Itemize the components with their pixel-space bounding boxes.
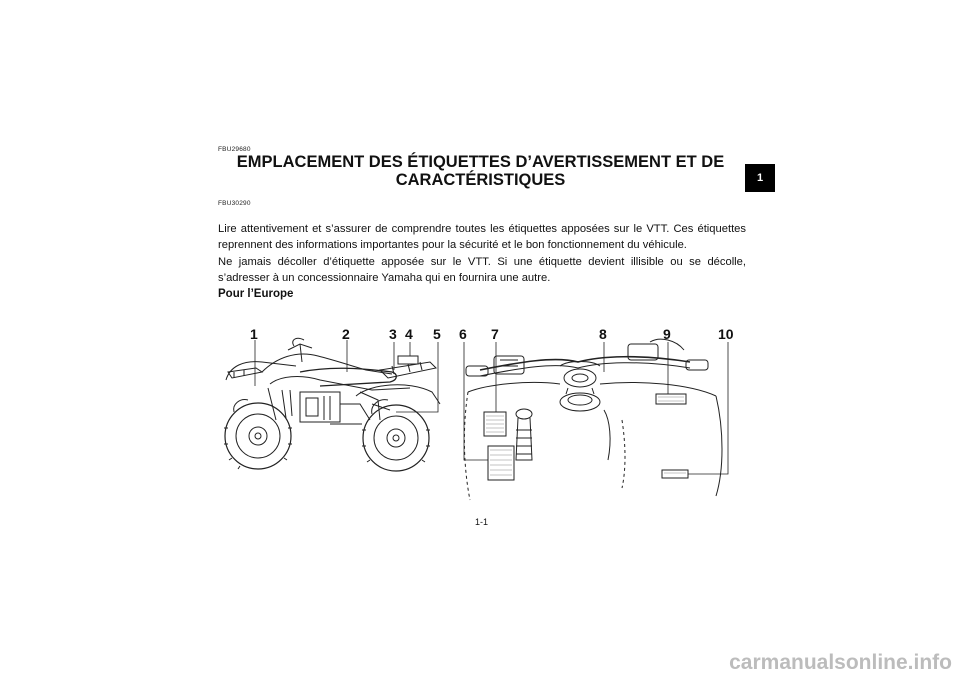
callout-5: 5 bbox=[433, 326, 441, 342]
title-doc-code: FBU29680 bbox=[218, 146, 251, 153]
region-heading: Pour l’Europe bbox=[218, 288, 294, 300]
label-9 bbox=[656, 394, 686, 404]
label-markers bbox=[484, 394, 688, 480]
atv-side-view bbox=[224, 338, 440, 471]
callout-9: 9 bbox=[663, 326, 671, 342]
callout-8: 8 bbox=[599, 326, 607, 342]
paragraph-read-labels: Lire attentivement et s’assurer de comprendre toutes les étiquettes apposées sur le VTT. Ces étiquettes reprennent des informations importantes pour la sécurité et le bon fonctionnement du véhicule. bbox=[218, 223, 746, 251]
callout-3: 3 bbox=[389, 326, 397, 342]
callout-1: 1 bbox=[250, 326, 258, 342]
callout-2: 2 bbox=[342, 326, 350, 342]
callout-4: 4 bbox=[405, 326, 413, 342]
page-number: 1-1 bbox=[475, 517, 489, 527]
body-doc-code: FBU30290 bbox=[218, 200, 251, 207]
title-line-1: EMPLACEMENT DES ÉTIQUETTES D’AVERTISSEMENT ET DE bbox=[236, 153, 725, 171]
label-10 bbox=[662, 470, 688, 478]
paragraph-do-not-remove: Ne jamais décoller d’étiquette apposée sur le VTT. Si une étiquette devient illisible ou se décolle, s’adresser à un concessionnaire Yamaha qui en fournira une autre. bbox=[218, 256, 746, 284]
callout-10: 10 bbox=[718, 326, 734, 342]
watermark: carmanualsonline.info bbox=[729, 651, 952, 674]
chapter-tab: 1 bbox=[745, 164, 775, 192]
title-line-2: CARACTÉRISTIQUES bbox=[395, 171, 566, 189]
callout-6: 6 bbox=[459, 326, 467, 342]
callout-7: 7 bbox=[491, 326, 499, 342]
